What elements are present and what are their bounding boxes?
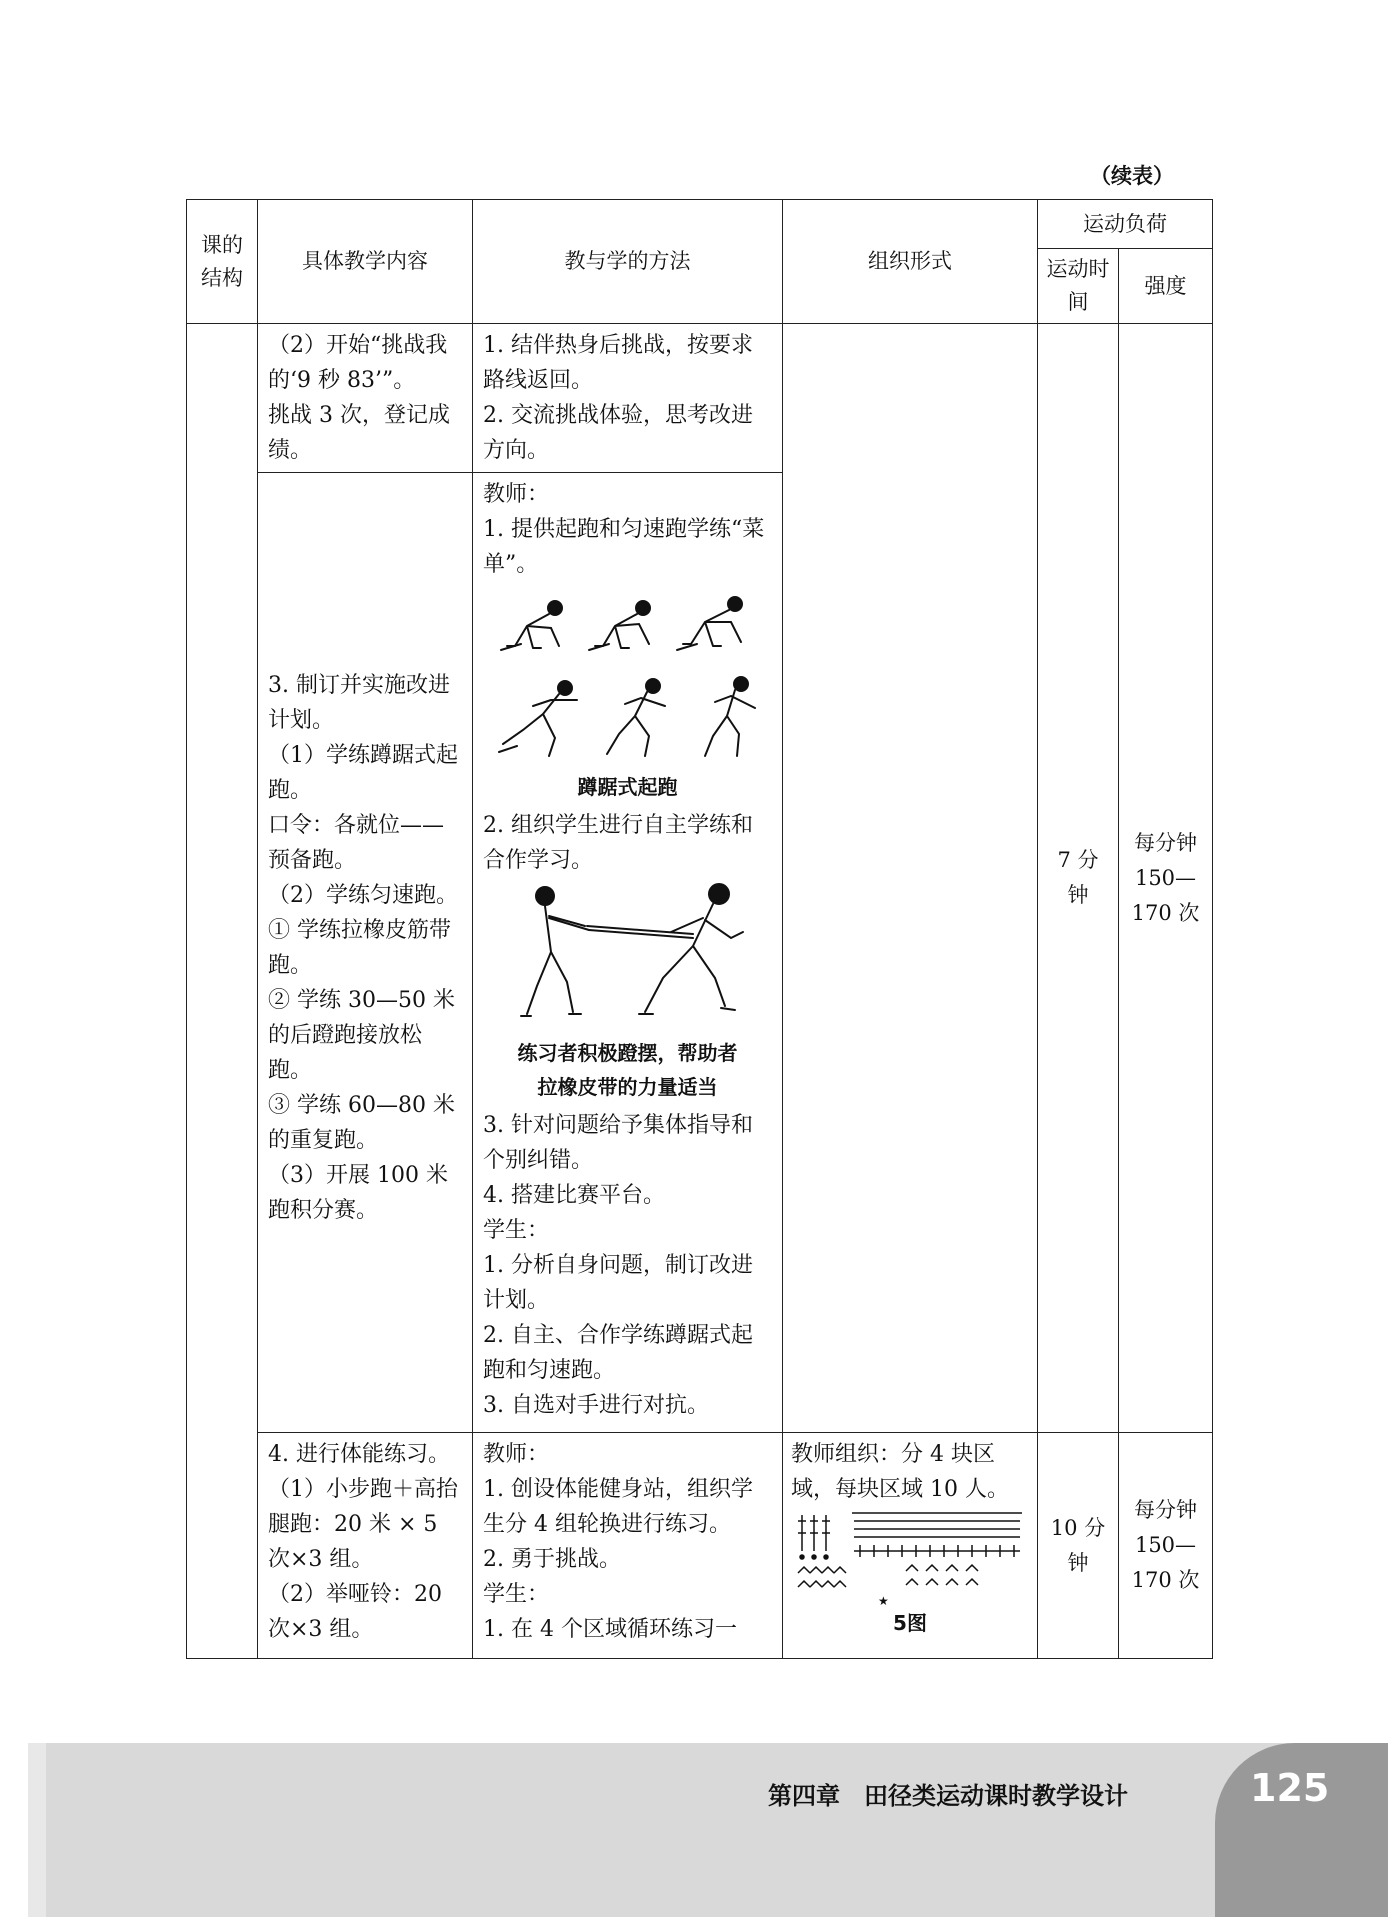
header-load: 运动负荷 [1038,200,1213,249]
lesson-plan-table [186,199,1213,1659]
header-structure: 课的结构 [187,200,258,324]
footer-band [28,1743,1388,1917]
teacher-star-icon: ★ [878,1594,889,1607]
row2-content: 3. 制订并实施改进计划。 （1）学练蹲踞式起跑。 口令：各就位——预备跑。 （2）学练匀速跑。 ① 学练拉橡皮筋带跑。 ② 学练 30—50 米的后蹬跑接放松跑。 ③ 学练 60—80 米的重复跑。 （3）开展 100 米跑积分赛。 [258,473,473,1433]
crouch-start-caption: 蹲踞式起跑 [577,775,678,799]
station-2-grid [852,1513,1022,1557]
row3-organization: 教师组织：分 4 块区域，每块区域 10 人。 ★ 5图 [783,1433,1038,1659]
row1-content: （2）开始“挑战我的‘9 秒 83’”。 挑战 3 次，登记成绩。 [258,324,473,473]
station-1-figures [798,1515,830,1559]
helper-figure [521,887,589,1016]
header-content: 具体教学内容 [258,200,473,324]
runner-drive-1 [499,681,577,756]
station-3-figures [798,1567,846,1587]
page-number: 125 [1250,1766,1330,1810]
header-methods: 教与学的方法 [473,200,783,324]
crouch-start-figure [493,586,763,766]
diagram-caption: 5图 [893,1611,927,1635]
header-intensity: 强度 [1119,249,1213,324]
station-diagram [794,1511,1026,1607]
header-organization: 组织形式 [783,200,1038,324]
row2-intensity: 每分钟 150— 170 次 [1119,324,1213,1433]
row3-intensity: 每分钟 150— 170 次 [1119,1433,1213,1659]
runner-drive-3 [705,677,755,756]
row3-time: 10 分钟 [1038,1433,1119,1659]
runner-set-2 [589,601,650,650]
runner-set-1 [501,601,562,650]
rubber-band-run-figure [493,882,763,1032]
chapter-title: 第四章 田径类运动课时教学设计 [768,1782,1128,1810]
header-time: 运动时间 [1038,249,1119,324]
station-4-figures [906,1565,978,1585]
row1-methods: 1. 结伴热身后挑战，按要求路线返回。 2. 交流挑战体验，思考改进方向。 [473,324,783,473]
rubber-band [587,926,693,938]
runner-set-3 [677,597,742,650]
runner-figure [639,884,743,1014]
row2-time: 7 分钟 [1038,324,1119,1433]
runner-drive-2 [607,679,665,756]
continued-label: （续表） [1090,164,1174,188]
structure-cell [187,324,258,1659]
rubber-band-caption: 练习者积极蹬摆，帮助者 拉橡皮带的力量适当 [517,1041,738,1099]
row2-methods: 教师： 1. 提供起跑和匀速跑学练“菜单”。 蹲踞式起跑 2. 组织学生进行自主学练和合作学习。 练习者积极蹬摆，帮助者 拉橡皮带的力量适当 3. 针对问题给予集体指导和个别纠错。 4. 搭建比赛平台。 学生： 1. 分析自身问题，制订改进计划。 2. 自主、合作学练蹲踞式起跑和匀速跑。 3. 自选对手进行对抗。 [473,473,783,1433]
row3-methods: 教师： 1. 创设体能健身站，组织学生分 4 组轮换进行练习。 2. 勇于挑战。 学生： 1. 在 4 个区域循环练习一 [473,1433,783,1659]
row1-2-organization [783,324,1038,1433]
row3-content: 4. 进行体能练习。 （1）小步跑＋高抬腿跑：20 米 × 5 次×3 组。 （2）举哑铃：20 次×3 组。 [258,1433,473,1659]
footer-stripe [28,1743,46,1917]
